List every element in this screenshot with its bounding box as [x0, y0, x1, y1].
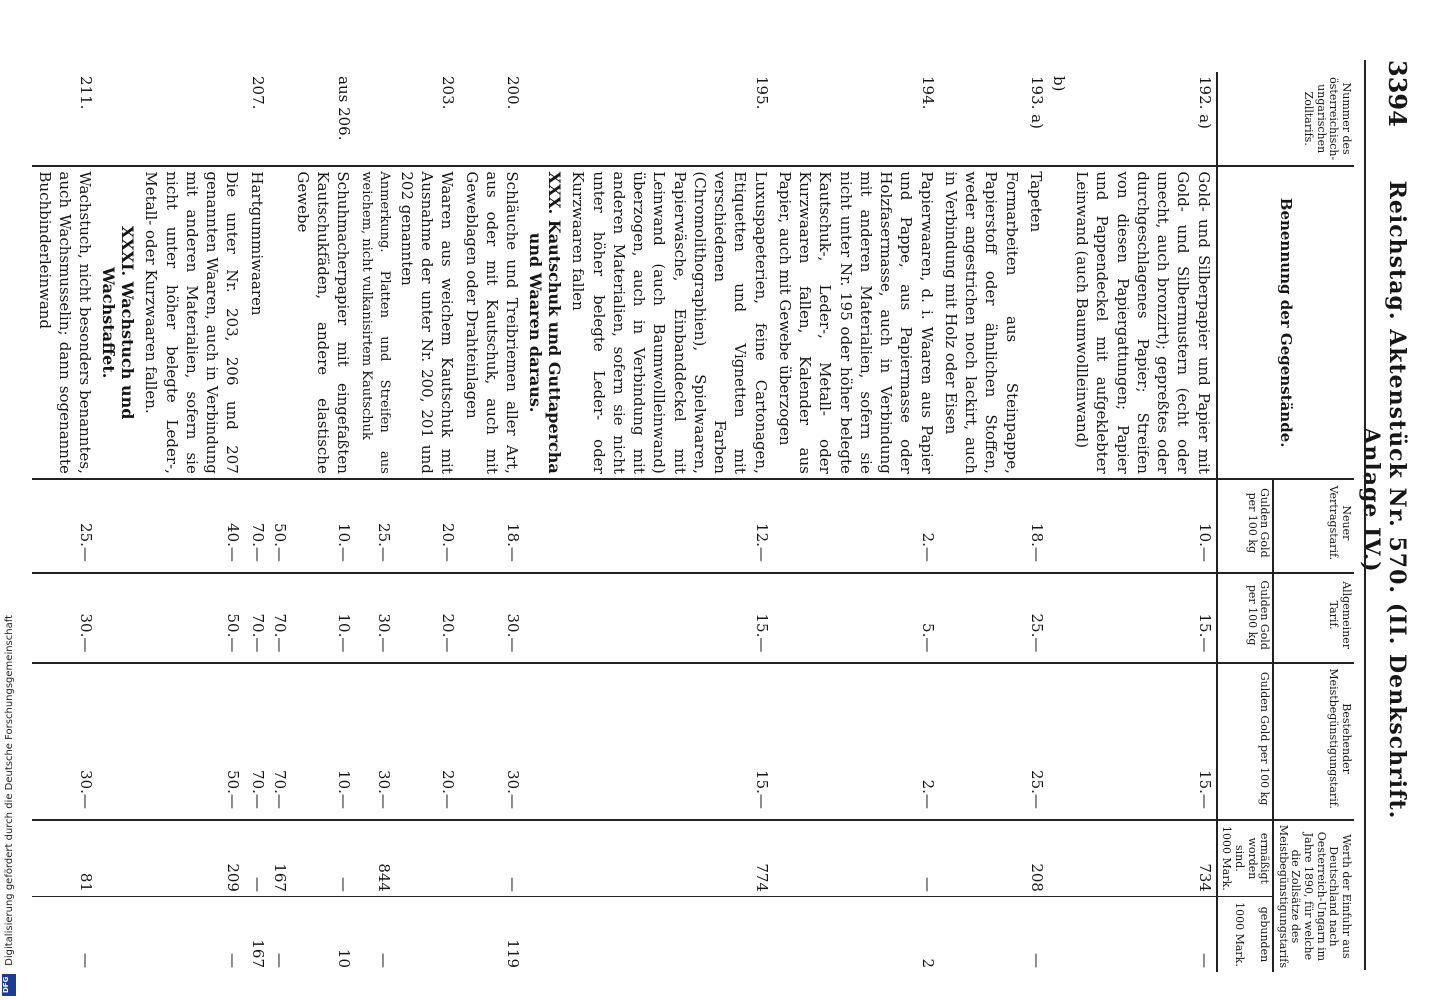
row-description: Waaren aus weichem Kautschuk mit Ausnahme der unter Nr. 200, 201 und 202 genannten [395, 166, 460, 478]
row-value-reduced [395, 820, 460, 897]
table-row [939, 72, 1024, 972]
row-existing-tariff: 30.— [459, 663, 524, 820]
col-header-w1 [1217, 820, 1274, 897]
table-header-row [1273, 72, 1354, 972]
col-header-v1-unit: Gulden Gold per 100 kg [1217, 479, 1274, 573]
table-row [459, 72, 524, 972]
col-header-w-top: Werth der Einfuhr aus Deutschland nach Oesterreich-Ungarn im Jahre 1890, für welche die Zollsätze des Meistbegünstigungstarifs [1273, 820, 1354, 972]
row-nr: 193. a) [1024, 72, 1048, 166]
row-new-tariff: 70.— [245, 479, 269, 573]
row-value-bound: — [1195, 953, 1214, 968]
row-new-tariff: 25.— [33, 479, 98, 573]
row-new-tariff: 18.— [459, 479, 524, 573]
row-existing-tariff: 50.— [139, 663, 244, 820]
row-general-tariff: 10.— [291, 573, 356, 663]
row-nr: 207. [245, 72, 269, 166]
row-value-reduced: — [291, 820, 356, 897]
row-nr [269, 72, 291, 166]
row-nr: aus 206. [291, 72, 356, 166]
row-nr: 192. a) [1070, 72, 1217, 166]
row-value-reduced: — [245, 820, 269, 897]
row-value-bound [939, 896, 1024, 972]
row-value-bound: — [224, 953, 243, 968]
row-general-tariff: 30.— [459, 573, 524, 663]
row-value-bound [566, 896, 773, 972]
row-new-tariff: 18.— [1024, 479, 1048, 573]
row-general-tariff: 15.— [566, 573, 773, 663]
row-nr: 195. [566, 72, 773, 166]
row-new-tariff: 2.— [773, 479, 939, 573]
section-xxxi-body [97, 72, 139, 972]
row-description [1048, 166, 1070, 478]
row-description: Schuhmacherpapier mit eingefaßten Kautschukfäden, andere elastische Gewebe [291, 166, 356, 478]
col-header-desc: Benennung der Gegenstände. [1217, 166, 1354, 478]
row-value-bound [1048, 896, 1070, 972]
col-header-v2-top: Allgemeiner Tarif. [1273, 573, 1354, 663]
row-existing-tariff: 30.— [33, 663, 98, 820]
row-new-tariff [1048, 479, 1070, 573]
row-existing-tariff: 20.— [395, 663, 460, 820]
col-header-w-mid: worden sind. [1232, 837, 1259, 880]
col-header-v1-top: Neuer Vertragstarif. [1273, 479, 1354, 573]
row-nr [939, 72, 1024, 166]
row-new-tariff: 10.— [291, 479, 356, 573]
row-description: Anmerkung. Platten und Streifen aus weichem, nicht vulkanisirtem Kautschuk [356, 166, 395, 478]
row-value-bound [395, 896, 460, 972]
row-nr [139, 72, 244, 166]
row-general-tariff [1048, 573, 1070, 663]
row-value-reduced [1048, 820, 1070, 897]
digitization-footer [0, 600, 40, 1000]
footer-text: Digitalisierung gefördert durch die Deutsche Forschungsgemeinschaft [4, 615, 15, 966]
row-description: Formarbeiten aus Steinpappe, Papierstoff oder ähnlichen Stoffen, weder angestrichen noch lackirt, auch in Verbindung mit Holz oder Eisen [939, 166, 1024, 478]
row-description: Wachstuch, nicht besonders benanntes, auch Wachsmusselin; dann sogenannte Buchbinderleinwand [33, 166, 98, 478]
row-value-bound: 2 [918, 958, 937, 968]
row-description: Tapeten [1024, 166, 1048, 478]
row-value-bound: — [1027, 953, 1046, 968]
page-header-title: Reichstag. Aktenstück Nr. 570. (II. Denkschrift. Anlage IV.) [1358, 180, 1410, 820]
col-header-w1-unit: 1000 Mark. [1220, 826, 1234, 891]
row-general-tariff: 30.— [356, 573, 395, 663]
col-header-w2 [1217, 896, 1274, 972]
table-row [139, 72, 244, 972]
table-row [1070, 72, 1217, 972]
row-existing-tariff [939, 663, 1024, 820]
row-existing-tariff: 15.— [566, 663, 773, 820]
table-body-section-kautschuk [139, 72, 524, 972]
row-value-bound: — [270, 953, 289, 968]
row-value-bound: 10 [335, 948, 354, 968]
row-description: Gold- und Silberpapier und Papier mit Gold- und Silbermustern (echt oder unecht, auch bronzirt); gepreßtes oder durchgeschlagenes Papier; Streifen von diesen Papiergattungen; Papier und Pappendeckel mit aufgeklebter Leinwand (auch Baumwollleinwand) [1070, 166, 1217, 478]
row-general-tariff: 25.— [1024, 573, 1048, 663]
row-new-tariff: 10.— [1070, 479, 1217, 573]
row-value-reduced: 844 [356, 820, 395, 897]
row-description: Papierwaaren, d. i. Waaren aus Papier und Pappe, aus Papiermasse oder Holzfasermasse, auch in Verbindung mit anderen Materialien, sofern sie nicht unter Nr. 195 oder höher belegte Kautschuk-, Leder-, Metall- oder Kurzwaaren fallen, Kalender aus Papier, auch mit Gewebe überzogen [773, 166, 939, 478]
table-row [773, 72, 939, 972]
row-value-reduced: 208 [1024, 820, 1048, 897]
row-value-reduced: 774 [566, 820, 773, 897]
row-new-tariff: 50.— [269, 479, 291, 573]
table-row [33, 72, 98, 972]
row-value-reduced: — [459, 820, 524, 897]
row-general-tariff: 5.— [773, 573, 939, 663]
row-existing-tariff: 30.— [356, 663, 395, 820]
table-row [395, 72, 460, 972]
col-header-v3-top: Bestehender Meistbegünstigungstarif. [1273, 663, 1354, 820]
row-nr: 211. [33, 72, 98, 166]
page-number: 3394 [1383, 60, 1412, 127]
row-value-reduced: — [773, 820, 939, 897]
header-rule [1364, 60, 1366, 970]
row-existing-tariff: 70.— [245, 663, 269, 820]
col-header-nr: Nummer des österreichisch-ungarischen Zolltarifs. [1217, 72, 1354, 166]
tariff-table [33, 72, 1355, 972]
row-new-tariff: 12.— [566, 479, 773, 573]
col-header-v2-unit: Gulden Gold per 100 kg [1217, 573, 1274, 663]
row-value-bound: — [374, 953, 393, 968]
table-row [566, 72, 773, 972]
row-new-tariff: 40.— [139, 479, 244, 573]
table-body-section-wachstuch [33, 72, 98, 972]
row-general-tariff: 70.— [245, 573, 269, 663]
col-header-v3-unit: Gulden Gold per 100 kg [1217, 663, 1274, 820]
col-header-w1-label: ermäßigt [1258, 832, 1272, 884]
row-nr: 203. [395, 72, 460, 166]
row-description: Die unter Nr. 203, 206 und 207 genannten Waaren, auch in Verbindung mit anderen Materialien, sofern sie nicht unter höher belegte Leder-, Metall- oder Kurzwaaren fallen. [139, 166, 244, 478]
col-header-w2-label: gebunden [1258, 906, 1272, 963]
row-new-tariff: 20.— [395, 479, 460, 573]
row-description: Luxuspapeterien, feine Cartonagen, Etiquetten und Vignetten mit verschiedenen Farben (Chromolithographien), Spielwaaren, Papierwäsche, Einbanddeckel mit Leinwand (auch Baumwollleinwand) überzogen, auch in Verbindung mit anderen Materialien, sofern sie nicht unter höher belegte Leder- oder Kurzwaaren fallen [566, 166, 773, 478]
row-description: Schläuche und Treibriemen aller Art, aus oder mit Kautschuk, auch mit Geweblagen oder Drahteinlagen [459, 166, 524, 478]
dfg-logo: DFG [2, 974, 16, 996]
table-row [356, 72, 395, 972]
row-general-tariff [939, 573, 1024, 663]
row-nr: 194. [773, 72, 939, 166]
table-row [1048, 72, 1070, 972]
row-value-bound: — [77, 953, 96, 968]
row-existing-tariff: 2.— [773, 663, 939, 820]
row-general-tariff: 15.— [1070, 573, 1217, 663]
row-new-tariff [939, 479, 1024, 573]
row-value-reduced: 209 [139, 820, 244, 897]
row-general-tariff: 50.— [139, 573, 244, 663]
row-general-tariff: 70.— [269, 573, 291, 663]
table-row [1024, 72, 1048, 972]
col-header-w2-unit: 1000 Mark. [1232, 902, 1246, 967]
table-body-section-paper [566, 72, 1217, 972]
row-value-bound: 119 [504, 939, 523, 968]
row-general-tariff: 20.— [395, 573, 460, 663]
row-nr: 200. [459, 72, 524, 166]
row-value-reduced: 734 [1070, 820, 1217, 897]
row-value-reduced: 167 [269, 820, 291, 897]
row-description: Hartgummiwaaren [245, 166, 269, 478]
table-row [245, 72, 269, 972]
table-row [269, 72, 291, 972]
row-general-tariff: 30.— [33, 573, 98, 663]
section-heading-xxxi: XXXI. Wachstuch und Wachstaffet. [97, 166, 139, 478]
row-existing-tariff: 10.— [291, 663, 356, 820]
row-value-reduced: 81 [33, 820, 98, 897]
row-existing-tariff [1048, 663, 1070, 820]
section-heading-xxx: XXX. Kautschuk und Guttapercha und Waaren daraus. [524, 166, 566, 478]
row-nr: b) [1048, 72, 1070, 166]
section-xxx-body [524, 72, 566, 972]
row-existing-tariff: 15.— [1070, 663, 1217, 820]
row-existing-tariff: 70.— [269, 663, 291, 820]
table-row [291, 72, 356, 972]
row-value-bound: 167 [248, 939, 267, 968]
row-nr [356, 72, 395, 166]
row-description [269, 166, 291, 478]
row-value-reduced [939, 820, 1024, 897]
row-existing-tariff: 25.— [1024, 663, 1048, 820]
row-new-tariff: 25.— [356, 479, 395, 573]
